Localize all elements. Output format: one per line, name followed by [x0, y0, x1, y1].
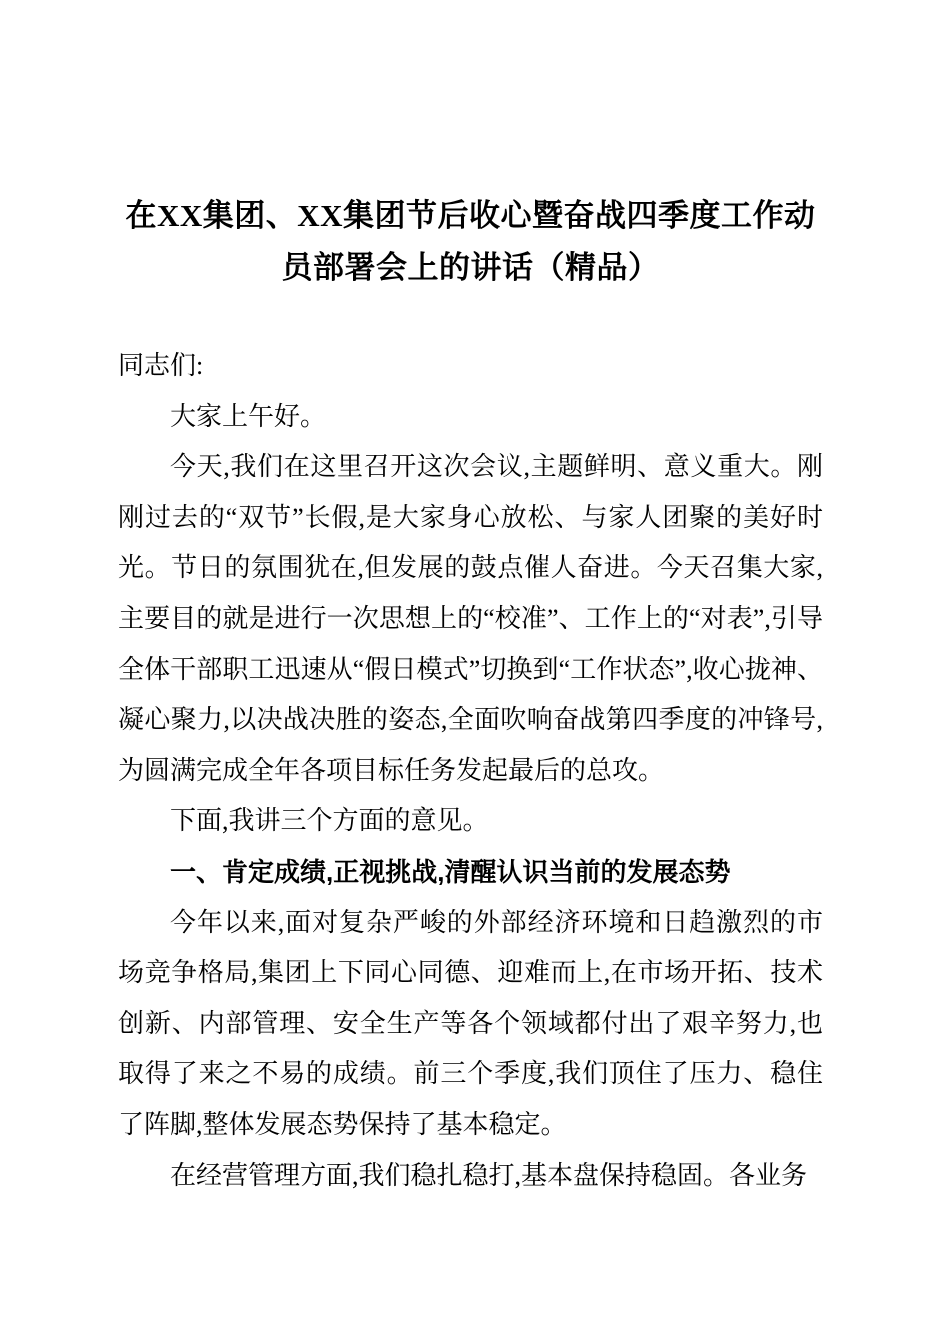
salutation: 同志们:	[118, 351, 204, 380]
document-title-line-2: 员部署会上的讲话（精品）	[281, 250, 660, 285]
paragraph-transition: 下面,我讲三个方面的意见。	[170, 806, 489, 836]
section-heading-1: 一、肯定成绩,正视挑战,清醒认识当前的发展态势	[170, 856, 731, 887]
paragraph-achievements: 今年以来,面对复杂严峻的外部经济环境和日趋激烈的市场竞争格局,集团上下同心同德、迎难而上,在市场开拓、技术创新、内部管理、安全生产等各个领域都付出了艰辛努力,也取得了来之不易的成绩。前三个季度,我们顶住了压力、稳住了阵脚,整体发展态势保持了基本稳定。	[118, 907, 823, 1139]
paragraph-opening: 今天,我们在这里召开这次会议,主题鲜明、意义重大。刚刚过去的“双节”长假,是大家身心放松、与家人团聚的美好时光。节日的氛围犹在,但发展的鼓点催人奋进。今天召集大家,主要目的就是进行一次思想上的“校准”、工作上的“对表”,引导全体干部职工迅速从“假日模式”切换到“工作状态”,收心拢神、凝心聚力,以决战决胜的姿态,全面吹响奋战第四季度的冲锋号,为圆满完成全年各项目标任务发起最后的总攻。	[118, 452, 823, 785]
document-title-line-1: 在XX集团、XX集团节后收心暨奋战四季度工作动	[125, 198, 816, 233]
document-title	[118, 190, 823, 294]
document-content	[118, 0, 823, 1201]
document-body	[118, 341, 823, 1201]
paragraph-greeting: 大家上午好。	[170, 401, 327, 431]
paragraph-operations: 在经营管理方面,我们稳扎稳打,基本盘保持稳固。各业务	[170, 1160, 808, 1190]
